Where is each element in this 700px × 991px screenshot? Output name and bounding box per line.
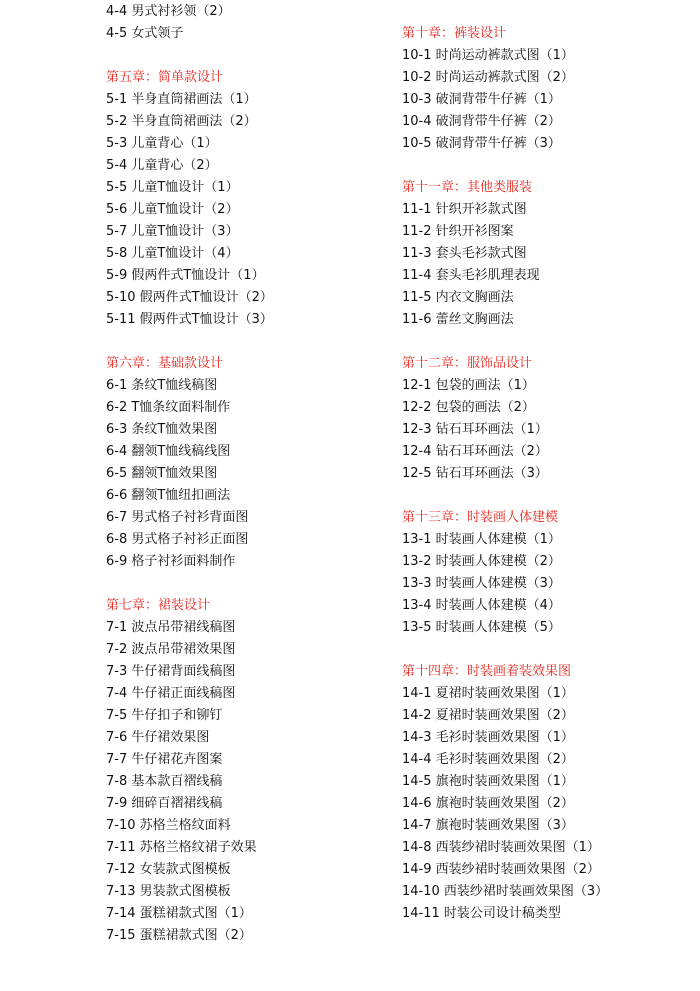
toc-entry: 7-8 基本款百褶线稿 [106, 774, 223, 789]
toc-entry: 14-6 旗袍时装画效果图（2） [402, 796, 574, 811]
toc-entry: 11-5 内衣文胸画法 [402, 290, 514, 305]
toc-entry: 10-3 破洞背带牛仔裤（1） [402, 92, 561, 107]
toc-entry: 7-15 蛋糕裙款式图（2） [106, 928, 252, 943]
toc-entry: 7-7 牛仔裙花卉图案 [106, 752, 223, 767]
toc-entry: 7-4 牛仔裙正面线稿图 [106, 686, 236, 701]
toc-entry: 5-2 半身直筒裙画法（2） [106, 114, 257, 129]
toc-entry: 10-2 时尚运动裤款式图（2） [402, 70, 574, 85]
toc-entry: 5-10 假两件式T恤设计（2） [106, 290, 273, 305]
toc-entry: 10-4 破洞背带牛仔裤（2） [402, 114, 561, 129]
toc-entry: 6-2 T恤条纹面料制作 [106, 400, 231, 415]
toc-entry: 6-5 翻领T恤效果图 [106, 466, 218, 481]
toc-entry: 14-7 旗袍时装画效果图（3） [402, 818, 574, 833]
toc-entry: 10-5 破洞背带牛仔裤（3） [402, 136, 561, 151]
toc-entry: 5-11 假两件式T恤设计（3） [106, 312, 273, 327]
toc-entry: 5-8 儿童T恤设计（4） [106, 246, 239, 261]
toc-right-column [402, 23, 692, 925]
toc-entry: 4-5 女式领子 [106, 26, 184, 41]
toc-entry: 5-6 儿童T恤设计（2） [106, 202, 239, 217]
toc-entry: 12-3 钻石耳环画法（1） [402, 422, 548, 437]
toc-entry: 14-9 西装纱裙时装画效果图（2） [402, 862, 600, 877]
section-spacer [106, 45, 386, 67]
toc-entry: 13-4 时装画人体建模（4） [402, 598, 561, 613]
toc-entry: 6-8 男式格子衬衫正面图 [106, 532, 249, 547]
toc-entry: 6-7 男式格子衬衫背面图 [106, 510, 249, 525]
toc-entry: 5-5 儿童T恤设计（1） [106, 180, 239, 195]
chapter-heading: 第十三章：时装画人体建模 [402, 510, 559, 525]
section-spacer [402, 485, 692, 507]
toc-entry: 5-9 假两件式T恤设计（1） [106, 268, 265, 283]
chapter-heading: 第十一章：其他类服装 [402, 180, 533, 195]
toc-entry: 5-1 半身直筒裙画法（1） [106, 92, 257, 107]
toc-entry: 14-10 西装纱裙时装画效果图（3） [402, 884, 609, 899]
toc-entry: 14-2 夏裙时装画效果图（2） [402, 708, 574, 723]
section-spacer [402, 639, 692, 661]
section-spacer [402, 331, 692, 353]
toc-entry: 14-11 时装公司设计稿类型 [402, 906, 561, 921]
toc-entry: 11-1 针织开衫款式图 [402, 202, 527, 217]
toc-entry: 6-6 翻领T恤纽扣画法 [106, 488, 231, 503]
toc-entry: 13-2 时装画人体建模（2） [402, 554, 561, 569]
toc-entry: 6-9 格子衬衫面料制作 [106, 554, 236, 569]
chapter-heading: 第六章：基础款设计 [106, 356, 224, 371]
toc-entry: 12-5 钻石耳环画法（3） [402, 466, 548, 481]
toc-entry: 14-4 毛衫时装画效果图（2） [402, 752, 574, 767]
toc-entry: 7-13 男装款式图模板 [106, 884, 231, 899]
toc-entry: 7-10 苏格兰格纹面料 [106, 818, 231, 833]
chapter-heading: 第五章：简单款设计 [106, 70, 224, 85]
section-spacer [106, 573, 386, 595]
toc-entry: 13-5 时装画人体建模（5） [402, 620, 561, 635]
toc-entry: 7-5 牛仔扣子和铆钉 [106, 708, 223, 723]
toc-entry: 10-1 时尚运动裤款式图（1） [402, 48, 574, 63]
toc-entry: 7-11 苏格兰格纹裙子效果 [106, 840, 257, 855]
chapter-heading: 第七章：裙装设计 [106, 598, 211, 613]
toc-entry: 7-12 女装款式图模板 [106, 862, 231, 877]
section-spacer [402, 155, 692, 177]
toc-entry: 14-3 毛衫时装画效果图（1） [402, 730, 574, 745]
chapter-heading: 第十章：裤装设计 [402, 26, 507, 41]
toc-entry: 7-3 牛仔裙背面线稿图 [106, 664, 236, 679]
toc-entry: 6-1 条纹T恤线稿图 [106, 378, 218, 393]
toc-entry: 12-1 包袋的画法（1） [402, 378, 535, 393]
section-spacer [106, 331, 386, 353]
toc-entry: 7-9 细碎百褶裙线稿 [106, 796, 223, 811]
toc-entry: 14-1 夏裙时装画效果图（1） [402, 686, 574, 701]
toc-entry: 11-2 针织开衫图案 [402, 224, 514, 239]
toc-entry: 14-5 旗袍时装画效果图（1） [402, 774, 574, 789]
toc-entry: 13-1 时装画人体建模（1） [402, 532, 561, 547]
toc-entry: 12-2 包袋的画法（2） [402, 400, 535, 415]
toc-entry: 7-2 波点吊带裙效果图 [106, 642, 236, 657]
chapter-heading: 第十二章：服饰品设计 [402, 356, 533, 371]
toc-entry: 7-14 蛋糕裙款式图（1） [106, 906, 252, 921]
chapter-heading: 第十四章：时装画着装效果图 [402, 664, 572, 679]
toc-entry: 6-4 翻领T恤线稿线图 [106, 444, 231, 459]
toc-entry: 5-7 儿童T恤设计（3） [106, 224, 239, 239]
toc-entry: 7-6 牛仔裙效果图 [106, 730, 210, 745]
toc-entry: 5-4 儿童背心（2） [106, 158, 218, 173]
toc-entry: 13-3 时装画人体建模（3） [402, 576, 561, 591]
toc-entry: 12-4 钻石耳环画法（2） [402, 444, 548, 459]
toc-entry: 5-3 儿童背心（1） [106, 136, 218, 151]
toc-entry: 4-4 男式衬衫领（2） [106, 4, 231, 19]
toc-left-column [106, 1, 386, 947]
toc-entry: 11-3 套头毛衫款式图 [402, 246, 527, 261]
toc-entry: 6-3 条纹T恤效果图 [106, 422, 218, 437]
toc-entry: 7-1 波点吊带裙线稿图 [106, 620, 236, 635]
toc-entry: 14-8 西装纱裙时装画效果图（1） [402, 840, 600, 855]
toc-entry: 11-4 套头毛衫肌理表现 [402, 268, 540, 283]
toc-entry: 11-6 蕾丝文胸画法 [402, 312, 514, 327]
